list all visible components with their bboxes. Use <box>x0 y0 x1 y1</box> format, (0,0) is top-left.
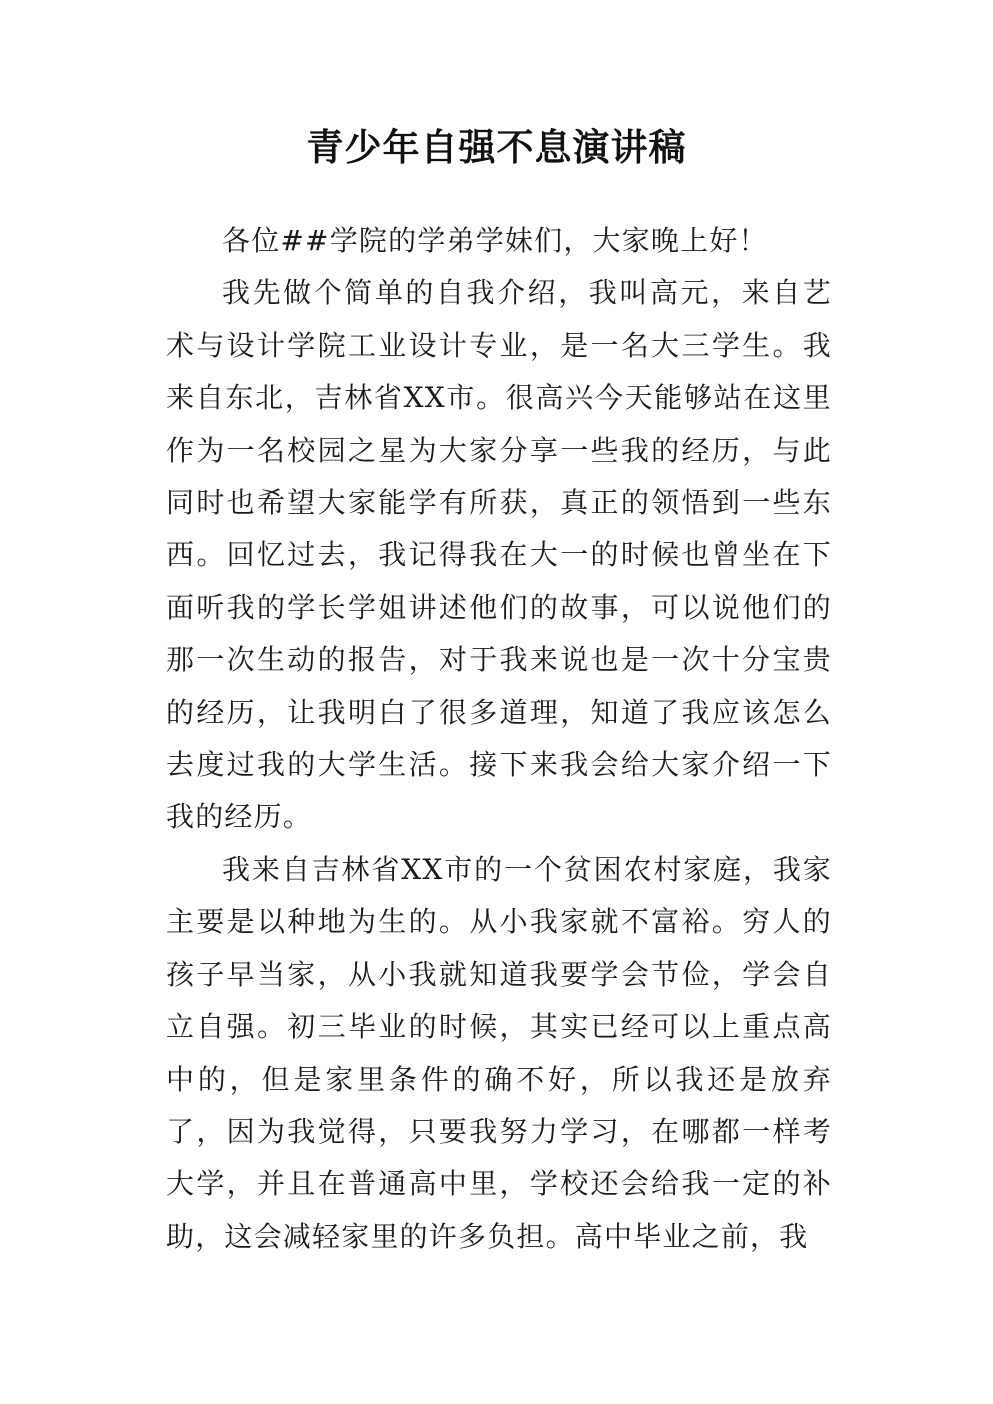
document-body <box>166 215 832 1263</box>
paragraph-background: 我来自吉林省XX市的一个贫困农村家庭，我家主要是以种地为生的。从小我家就不富裕。穷人的孩子早当家，从小我就知道我要学会节俭，学会自立自强。初三毕业的时候，其实已经可以上重点高中的，但是家里条件的确不好，所以我还是放弃了，因为我觉得，只要我努力学习，在哪都一样考大学，并且在普通高中里，学校还会给我一定的补助，这会减轻家里的许多负担。高中毕业之前，我 <box>166 852 832 1253</box>
paragraph-greeting: 各位##学院的学弟学妹们，大家晚上好！ <box>222 224 768 257</box>
document-title: 青少年自强不息演讲稿 <box>306 126 687 169</box>
paragraph-introduction: 我先做个简单的自我介绍，我叫高元，来自艺术与设计学院工业设计专业，是一名大三学生。我来自东北，吉林省XX市。很高兴今天能够站在这里作为一名校园之星为大家分享一些我的经历，与此同时也希望大家能学有所获，真正的领悟到一些东西。回忆过去，我记得我在大一的时候也曾坐在下面听我的学长学姐讲述他们的故事，可以说他们的那一次生动的报告，对于我来说也是一次十分宝贵的经历，让我明白了很多道理，知道了我应该怎么去度过我的大学生活。接下来我会给大家介绍一下我的经历。 <box>166 276 832 834</box>
